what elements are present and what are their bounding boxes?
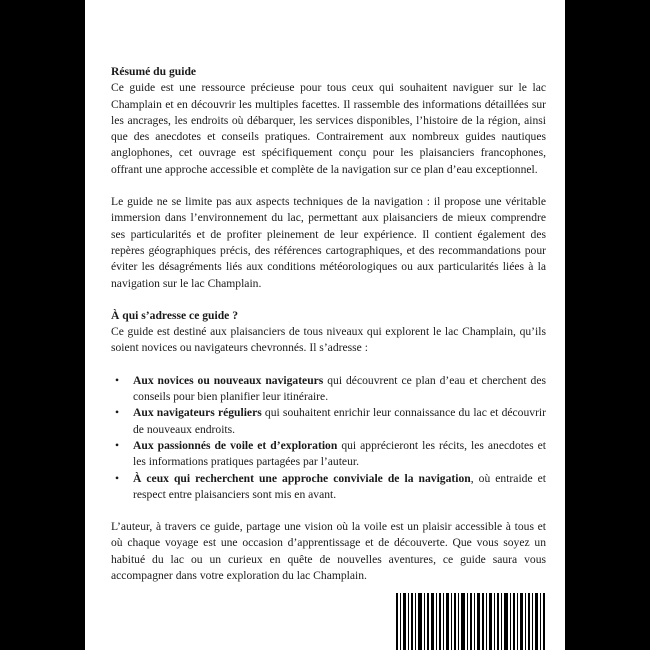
audience-item — [133, 405, 546, 438]
audience-item-text: , où entraide et respect entre plaisanciers sont mis en avant. — [133, 471, 547, 501]
audience-item-text: qui découvrent ce plan d’eau et cherchent des conseils pour bien planifier leur itinéraire. — [133, 373, 547, 404]
summary-paragraph-2: Le guide ne se limite pas aux aspects techniques de la navigation : il propose une véritable immersion dans l’environnement du lac, permettant aux plaisanciers de mieux comprendre ses particularités et de profiter pleinement de leur expérience. Il contient également des repères géographiques précis, des références cartographiques, et des recommandations pour éviter les désagréments liés aux conditions météorologiques ou aux particularités liées à la navigation sur le lac Champlain. — [111, 195, 546, 290]
barcode — [396, 593, 546, 650]
audience-item — [133, 471, 546, 504]
audience-item-text: qui souhaitent enrichir leur connaissance du lac et découvrir de nouveaux endroits. — [133, 406, 547, 436]
audience-item-bold: Aux novices ou nouveaux navigateurs — [133, 373, 324, 387]
summary-heading: Résumé du guide — [111, 65, 197, 78]
audience-item-bold: Aux navigateurs réguliers — [133, 406, 262, 420]
closing-paragraph: L’auteur, à travers ce guide, partage une vision où la voile est un plaisir accessible à tous et où chaque voyage est une occasion d’apprentissage et de découverte. Que vous soyez un habitué du lac ou un curieux en quête de nouvelles aventures, ce guide saura vous accompagner dans votre exploration du lac Champlain. — [111, 520, 546, 583]
cover-text — [111, 64, 546, 584]
audience-item-bold: À ceux qui recherchent une approche conviviale de la navigation — [133, 471, 471, 485]
book-back-cover — [85, 0, 565, 650]
audience-heading: À qui s’adresse ce guide ? — [111, 308, 238, 322]
audience-item — [133, 438, 546, 471]
audience-list — [111, 373, 546, 503]
summary-paragraph-1: Ce guide est une ressource précieuse pour tous ceux qui souhaitent naviguer sur le lac Champlain et en découvrir les multiples facettes. Il rassemble des informations détaillées sur les ancrages, les endroits où débarquer, les services disponibles, l’histoire de la région, ainsi que des anecdotes et conseils pratiques. Contrairement aux nombreux guides nautiques anglophones, cet ouvrage est spécifiquement conçu pour les plaisanciers francophones, offrant une approche accessible et complète de la navigation sur ce plan d’eau exceptionnel. — [111, 81, 546, 176]
audience-item-text: qui apprécieront les récits, les anecdotes et les informations pratiques partagées par l’auteur. — [133, 438, 546, 469]
audience-intro: Ce guide est destiné aux plaisanciers de tous niveaux qui explorent le lac Champlain, qu’ils soient novices ou navigateurs chevronnés. Il s’adresse : — [111, 325, 546, 355]
audience-item-bold: Aux passionnés de voile et d’exploration — [133, 438, 338, 452]
audience-item — [133, 373, 546, 406]
